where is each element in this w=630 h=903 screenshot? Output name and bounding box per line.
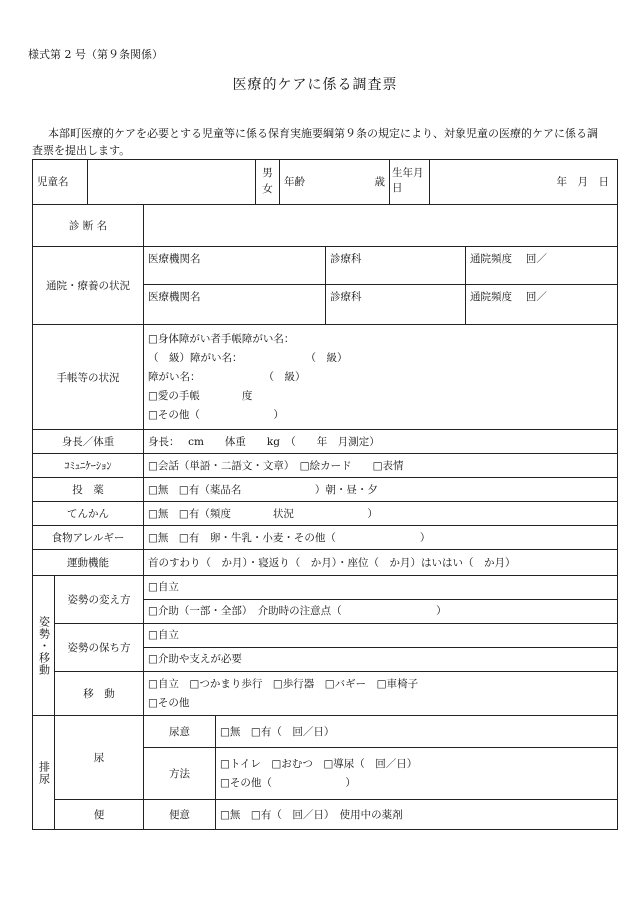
allergy-field[interactable]: □無 □有 卵・牛乳・小麦・その他（ ） — [144, 526, 618, 550]
posture-change-label: 姿勢の変え方 — [55, 576, 144, 624]
movement-line[interactable]: □その他 — [148, 697, 190, 709]
stool-urge-field[interactable]: □無 □有（ 回／日） 使用中の薬剤 — [216, 800, 618, 830]
urine-method-line[interactable]: □その他（ ） — [220, 776, 356, 789]
urine-label: 尿 — [55, 716, 144, 800]
motor-label: 運動機能 — [33, 550, 144, 576]
handbook-line[interactable]: □愛の手帳 度 — [148, 389, 253, 402]
diagnosis-label: 診 断 名 — [33, 205, 144, 247]
child-row — [33, 160, 618, 205]
hospital-freq-2[interactable]: 通院頻度 回／ — [466, 285, 618, 325]
page-title: 医療的ケアに係る調査票 — [232, 77, 398, 93]
handbook-line[interactable]: □身体障がい者手帳障がい名： — [148, 332, 295, 345]
survey-table — [32, 159, 618, 830]
posture-change-line[interactable]: □介助（一部・全部） 介助時の注意点（ ） — [144, 599, 617, 623]
posture-group-label: 姿勢・移動 — [33, 576, 55, 716]
epilepsy-label: てんかん — [33, 502, 144, 526]
age-field[interactable] — [330, 160, 390, 204]
communication-field[interactable]: □会話（単語・二語文・文章） □絵カード □表情 — [144, 454, 618, 478]
handbook-line[interactable]: 障がい名： （ 級） — [148, 370, 306, 383]
age-label: 年齢 — [284, 176, 305, 188]
body-label: 身長／体重 — [33, 430, 144, 454]
handbook-line[interactable]: （ 級）障がい名： （ 級） — [148, 351, 348, 364]
stool-urge-label: 便意 — [144, 800, 216, 830]
motor-field[interactable]: 首のすわり（ か月）・寝返り（ か月）・座位（ か月）はいはい（ か月） — [144, 550, 618, 576]
body-field[interactable]: 身長： cm 体重 kg （ 年 月測定） — [144, 430, 618, 454]
hospital-inst-2[interactable]: 医療機関名 — [144, 285, 326, 325]
child-name-field[interactable] — [88, 160, 256, 204]
hospital-dept-2[interactable]: 診療科 — [326, 285, 466, 325]
handbook-label: 手帳等の状況 — [33, 325, 144, 430]
movement-label: 移 動 — [55, 672, 144, 716]
posture-hold-line[interactable]: □自立 — [148, 629, 179, 641]
child-name-label: 児童名 — [33, 160, 88, 204]
posture-change-line[interactable]: □自立 — [148, 581, 179, 593]
medication-label: 投 薬 — [33, 478, 144, 502]
birth-label: 生年月日 — [390, 160, 430, 204]
movement-line[interactable]: □自立 □つかまり歩行 □歩行器 □バギー □車椅子 — [148, 678, 419, 690]
medication-field[interactable]: □無 □有（薬品名 ）朝・昼・夕 — [144, 478, 618, 502]
stool-label: 便 — [55, 800, 144, 830]
urine-urge-field[interactable]: □無 □有（ 回／日） — [216, 716, 618, 748]
communication-label: ｺﾐｭﾆｹｰｼｮﾝ — [33, 454, 144, 478]
sex-label[interactable]: 男 女 — [256, 160, 280, 204]
hospital-label: 通院・療養の状況 — [33, 247, 144, 325]
urine-method-line[interactable]: □トイレ □おむつ □導尿（ 回／日） — [220, 757, 418, 770]
epilepsy-field[interactable]: □無 □有（頻度 状況 ） — [144, 502, 618, 526]
hospital-freq-1[interactable]: 通院頻度 回／ — [466, 247, 618, 285]
urine-method-label: 方法 — [144, 748, 216, 800]
posture-hold-line[interactable]: □介助や支えが必要 — [144, 647, 617, 671]
form-number: 様式第 2 号（第９条関係） — [28, 48, 163, 61]
posture-hold-label: 姿勢の保ち方 — [55, 624, 144, 672]
diagnosis-field[interactable] — [144, 205, 618, 247]
age-unit: 歳 — [374, 176, 385, 188]
urine-urge-label: 尿意 — [144, 716, 216, 748]
intro-text: 本部町医療的ケアを必要とする児童等に係る保育実施要綱第９条の規定により、対象児童の医療的ケアに係る調査票を提出します。 — [32, 127, 598, 157]
birth-field[interactable]: 年 月 日 — [556, 176, 609, 188]
handbook-line[interactable]: □その他（ ） — [148, 408, 284, 421]
allergy-label: 食物アレルギー — [33, 526, 144, 550]
hospital-inst-1[interactable]: 医療機関名 — [144, 247, 326, 285]
excretion-group-label: 排尿 — [33, 716, 55, 830]
hospital-dept-1[interactable]: 診療科 — [326, 247, 466, 285]
